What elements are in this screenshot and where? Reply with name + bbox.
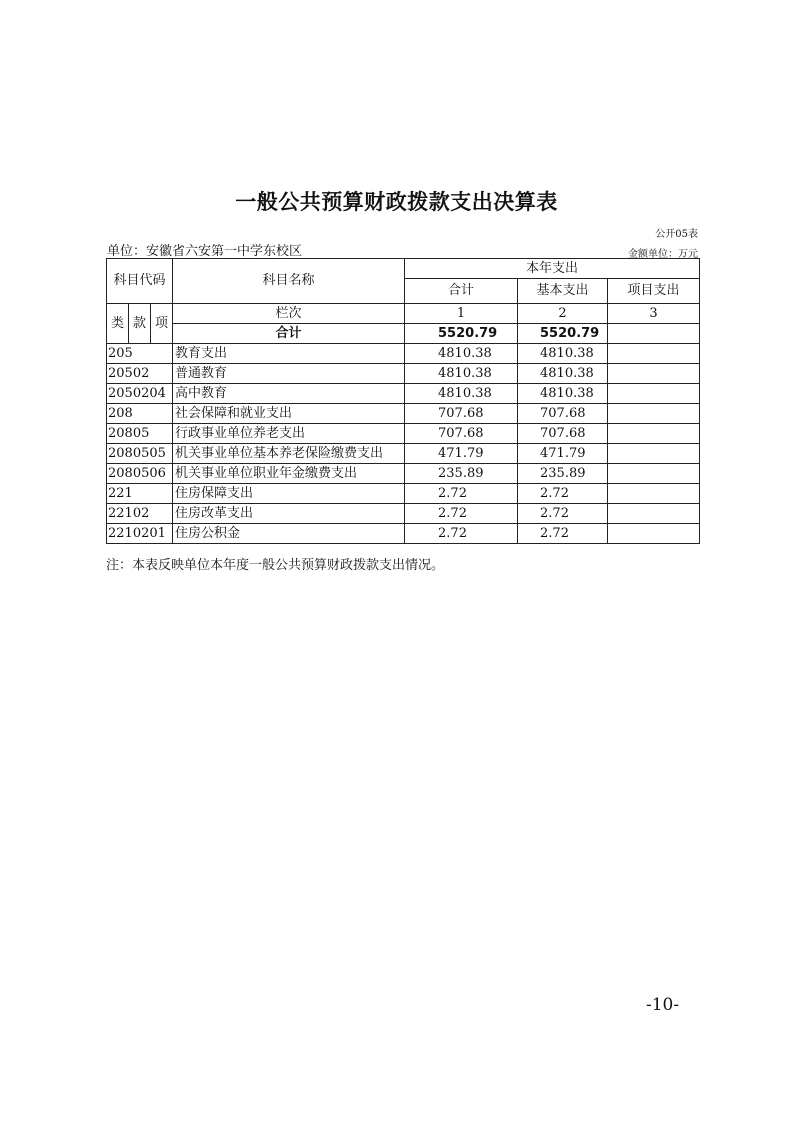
row-project (608, 444, 700, 464)
header-total: 合计 (405, 279, 518, 304)
header-current-year: 本年支出 (405, 259, 700, 279)
row-basic: 4810.38 (518, 364, 608, 384)
row-subject-name: 机关事业单位职业年金缴费支出 (173, 464, 405, 484)
row-basic: 235.89 (518, 464, 608, 484)
row-project (608, 364, 700, 384)
header-column-label: 栏次 (173, 304, 405, 324)
row-code: 20502 (107, 364, 173, 384)
form-code: 公开05表 (655, 229, 698, 240)
total-row (107, 324, 700, 344)
total-label: 合计 (173, 324, 405, 344)
table-row (107, 524, 700, 544)
row-total: 707.68 (405, 424, 518, 444)
row-total: 2.72 (405, 524, 518, 544)
row-code: 22102 (107, 504, 173, 524)
total-basic: 5520.79 (518, 324, 608, 344)
row-subject-name: 教育支出 (173, 344, 405, 364)
row-subject-name: 住房保障支出 (173, 484, 405, 504)
header-item: 项 (151, 304, 173, 344)
row-basic: 4810.38 (518, 384, 608, 404)
table-row (107, 504, 700, 524)
row-code: 2080506 (107, 464, 173, 484)
expenditure-table (106, 258, 700, 544)
header-row-3 (107, 304, 700, 324)
row-project (608, 344, 700, 364)
row-basic: 4810.38 (518, 344, 608, 364)
table-row (107, 344, 700, 364)
row-subject-name: 社会保障和就业支出 (173, 404, 405, 424)
row-total: 235.89 (405, 464, 518, 484)
row-code: 2210201 (107, 524, 173, 544)
total-project (608, 324, 700, 344)
total-amount: 5520.79 (405, 324, 518, 344)
row-code: 205 (107, 344, 173, 364)
table-row (107, 444, 700, 464)
row-project (608, 484, 700, 504)
table-note: 注：本表反映单位本年度一般公共预算财政拨款支出情况。 (106, 558, 445, 573)
row-code: 20805 (107, 424, 173, 444)
row-project (608, 424, 700, 444)
row-subject-name: 住房改革支出 (173, 504, 405, 524)
row-code: 2050204 (107, 384, 173, 404)
row-basic: 2.72 (518, 524, 608, 544)
header-class: 类 (107, 304, 129, 344)
row-project (608, 524, 700, 544)
unit-label: 单位：安徽省六安第一中学东校区 (107, 244, 303, 259)
row-code: 208 (107, 404, 173, 424)
row-total: 4810.38 (405, 364, 518, 384)
row-subject-name: 住房公积金 (173, 524, 405, 544)
table-row (107, 424, 700, 444)
table-row (107, 484, 700, 504)
row-total: 2.72 (405, 484, 518, 504)
row-code: 221 (107, 484, 173, 504)
row-basic: 471.79 (518, 444, 608, 464)
header-col-3: 3 (608, 304, 700, 324)
row-basic: 707.68 (518, 404, 608, 424)
page-number: -10- (646, 995, 680, 1015)
header-code-group: 科目代码 (107, 259, 173, 304)
header-project: 项目支出 (608, 279, 700, 304)
row-total: 471.79 (405, 444, 518, 464)
row-project (608, 404, 700, 424)
row-total: 4810.38 (405, 344, 518, 364)
row-project (608, 464, 700, 484)
header-subject-name: 科目名称 (173, 259, 405, 304)
row-code: 2080505 (107, 444, 173, 464)
row-subject-name: 普通教育 (173, 364, 405, 384)
money-unit-label: 金额单位：万元 (628, 249, 698, 260)
row-basic: 707.68 (518, 424, 608, 444)
header-col-1: 1 (405, 304, 518, 324)
header-col-2: 2 (518, 304, 608, 324)
row-basic: 2.72 (518, 504, 608, 524)
row-total: 4810.38 (405, 384, 518, 404)
row-subject-name: 高中教育 (173, 384, 405, 404)
row-total: 707.68 (405, 404, 518, 424)
row-project (608, 384, 700, 404)
row-basic: 2.72 (518, 484, 608, 504)
report-title: 一般公共预算财政拨款支出决算表 (235, 190, 558, 214)
row-project (608, 504, 700, 524)
table-row (107, 384, 700, 404)
header-basic: 基本支出 (518, 279, 608, 304)
row-subject-name: 行政事业单位养老支出 (173, 424, 405, 444)
row-total: 2.72 (405, 504, 518, 524)
row-subject-name: 机关事业单位基本养老保险缴费支出 (173, 444, 405, 464)
header-row-1 (107, 259, 700, 279)
table-row (107, 404, 700, 424)
header-section: 款 (129, 304, 151, 344)
table-row (107, 364, 700, 384)
table-row (107, 464, 700, 484)
